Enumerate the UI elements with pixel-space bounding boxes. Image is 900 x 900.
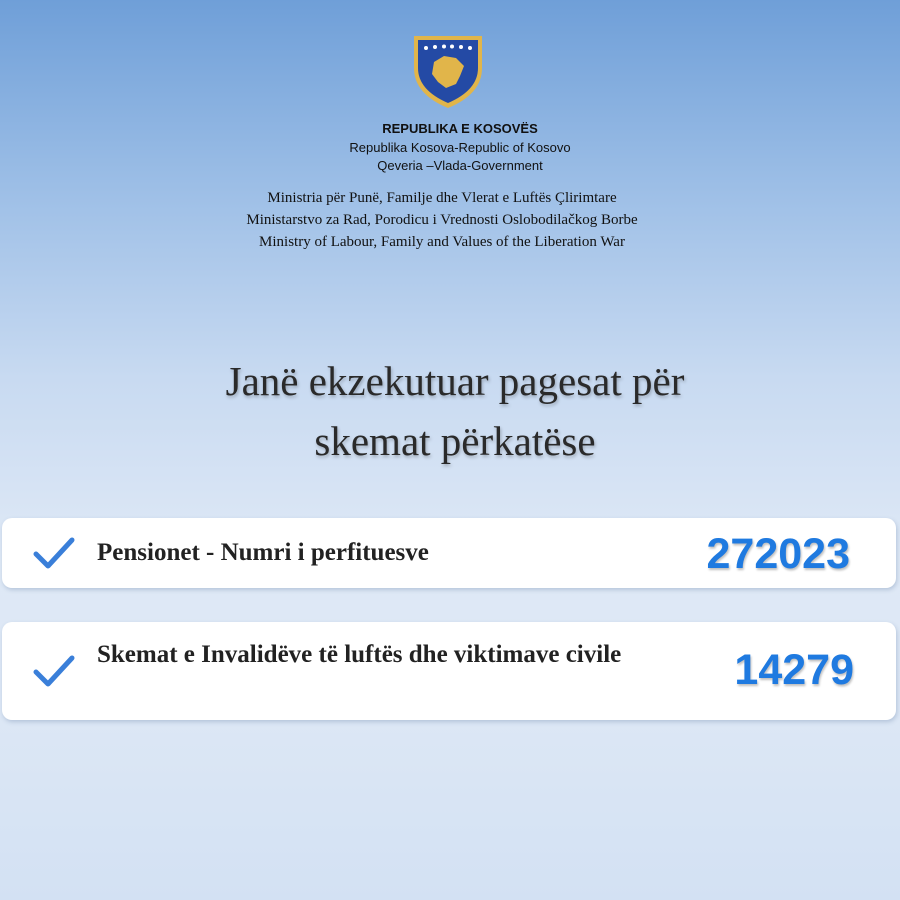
war-invalids-count: 14279: [734, 646, 854, 694]
pension-beneficiaries-count: 272023: [706, 530, 850, 578]
ministry-name-serbian: Ministarstvo za Rad, Porodicu i Vrednosti Oslobodilačkog Borbe: [246, 212, 638, 228]
republic-title: REPUBLIKA E KOSOVËS: [382, 121, 538, 136]
ministry-name-albanian: Ministria për Punë, Familje dhe Vlerat e Luftës Çlirimtare: [267, 190, 617, 206]
ministry-name-english: Ministry of Labour, Family and Values of the Liberation War: [259, 234, 625, 250]
headline-line-1: Janë ekzekutuar pagesat për: [225, 358, 685, 404]
war-invalids-label: Skemat e Invalidëve të luftës dhe viktimave civile: [97, 641, 622, 668]
kosovo-coat-of-arms-icon: [410, 32, 486, 110]
war-invalids-card: [2, 622, 896, 720]
pension-beneficiaries-card: [2, 518, 896, 588]
headline-line-2: skemat përkatëse: [314, 418, 596, 464]
republic-subtitle: Republika Kosova-Republic of Kosovo: [349, 140, 571, 155]
checkmark-icon: [32, 654, 76, 690]
pension-beneficiaries-label: Pensionet - Numri i perfituesve: [97, 539, 429, 566]
checkmark-icon: [32, 536, 76, 572]
government-title: Qeveria –Vlada-Government: [377, 158, 543, 173]
